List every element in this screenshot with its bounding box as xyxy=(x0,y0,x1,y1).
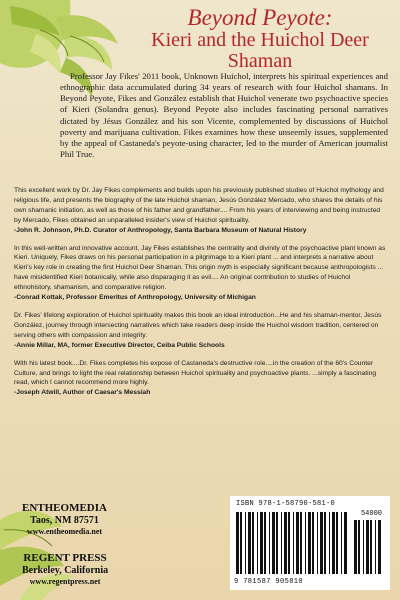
book-description xyxy=(60,71,388,160)
book-title: Beyond Peyote: xyxy=(187,5,333,30)
endorsement xyxy=(14,311,388,351)
endorsement-text: Dr. Fikes' lifelong exploration of Huichol spirituality makes this book an ideal introduction...He and his shaman-mentor, Jesús González, journey through intersecting narratives which take readers deep inside the Huichol wisdom tradition, centered on serving others with compassion and integrity. xyxy=(14,311,382,339)
endorsement-attribution: -Joseph Atwill, Author of Caesar's Messiah xyxy=(14,389,151,397)
endorsement-attribution: -John R. Johnson, Ph.D. Curator of Anthropology, Santa Barbara Museum of Natural History xyxy=(14,226,307,234)
isbn: ISBN 978-1-58790-581-0 xyxy=(236,500,336,508)
barcode-number: 9 781587 905810 xyxy=(234,578,304,586)
publisher-location: Berkeley, California xyxy=(22,564,109,576)
endorsements xyxy=(14,186,388,406)
endorsement xyxy=(14,186,388,236)
publisher-url: www.entheomedia.net xyxy=(26,526,103,536)
publisher-name: REGENT PRESS xyxy=(23,552,107,564)
publisher-location: Taos, NM 87571 xyxy=(30,514,99,526)
endorsement-text: In this well-written and innovative account, Jay Fikes establishes the centrality and divinity of the psychoactive plant known as Kieri. Uniquely, Fikes draws on his personal participation in a pilgrimage to a Kieri plant ... and interprets a narrative about Kieri's key role in creating the first Huichol Deer Shaman. This origin myth is especially significant because anthropologists ... have misidentified Kieri botanically, while also disparaging it as evil.... An original contribution to studies of Huichol ethnohistory, shamanism, and comparative religion. xyxy=(14,244,386,292)
endorsement-text: This excellent work by Dr. Jay Fikes complements and builds upon his previously published studies of Huichol mythology and religious life, and presents the biography of the late Huichol shaman, Jesús González Mercado, who shares the details of his own shamanic initiation, as well as those of his father and grandfather.... From his years of interviewing and being instructed by Mercado, Fikes obtained an unparalleled insider's view of Huichol spirituality. xyxy=(14,187,384,224)
barcode xyxy=(230,496,390,590)
publisher-url: www.regentpress.net xyxy=(29,576,101,586)
endorsement xyxy=(14,244,388,303)
endorsement xyxy=(14,359,388,399)
publisher-regent-press xyxy=(22,552,108,586)
endorsement-attribution: -Annie Millar, MA, former Executive Director, Ceiba Public Schools xyxy=(14,341,225,349)
publisher-name: ENTHEOMEDIA xyxy=(22,502,107,514)
publisher-entheomedia xyxy=(22,502,107,536)
description-text: Professor Jay Fikes' 2011 book, Unknown Huichol, interprets his spiritual experiences and ethnographic data accumulated during 34 years of research with four Huichol shamans. In Beyond Peyote, Fikes and González establish that Huichol venerate two psychoactive species of Kieri (Solandra genus). Beyond Peyote also includes fascinating personal narratives dictated by Jésus González and his son Vicente, complemented by discussions of Huichol poverty and marijuana cultivation. Fikes examines how these unseemly issues, supplemented by the appeal of Castaneda's peyote-using character, led to the murder of American journalist Phil True. xyxy=(60,71,388,159)
price-code: 54000 xyxy=(360,510,382,518)
endorsement-attribution: -Conrad Kottak, Professor Emeritus of Anthropology, University of Michigan xyxy=(14,294,256,302)
endorsement-text: With his latest book....Dr. Fikes completes his expose of Castaneda's destructive role....in the creation of the 60's Counter Culture, and brings to light the real relationship between Huichol spirituality and psychoactive plants. ...simply a fascinating read, which I cannot recommend more highly. xyxy=(14,359,377,387)
book-subtitle: Kieri and the Huichol Deer Shaman xyxy=(151,29,369,73)
book-title-block xyxy=(120,6,400,72)
barcode-bars xyxy=(236,512,348,574)
price-barcode-bars xyxy=(354,520,382,574)
